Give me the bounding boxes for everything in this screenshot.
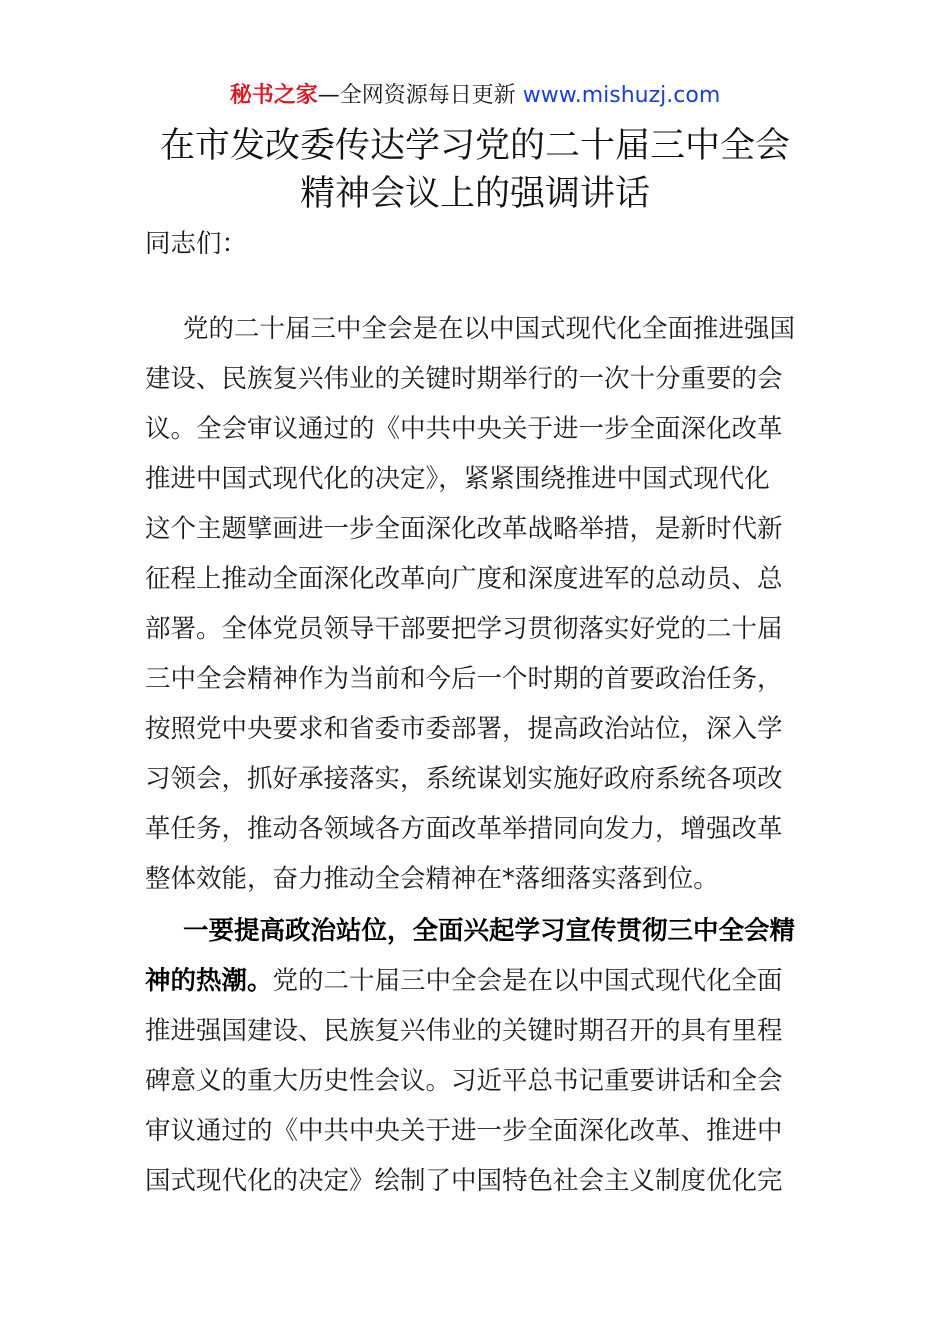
paragraph-line: 建设、民族复兴伟业的关键时期举行的一次十分重要的会 (145, 364, 783, 394)
paragraph-line: 按照党中央要求和省委市委部署，提高政治站位，深入学 (145, 714, 783, 744)
paragraph-line: 议。全会审议通过的《中共中央关于进一步全面深化改革 (145, 414, 783, 444)
paragraph-line: 国式现代化的决定》绘制了中国特色社会主义制度优化完 (145, 1166, 783, 1196)
paragraph-line: 习领会，抓好承接落实，系统谋划实施好政府系统各项改 (145, 764, 783, 794)
paragraph-line: 碑意义的重大历史性会议。习近平总书记重要讲话和全会 (145, 1066, 783, 1096)
header-tagline: —全网资源每日更新 (317, 83, 523, 108)
paragraph-line: 推进强国建设、民族复兴伟业的关键时期召开的具有里程 (145, 1016, 783, 1046)
paragraph-line: 推进中国式现代化的决定》，紧紧围绕推进中国式现代化 (145, 464, 770, 494)
brand-name: 秘书之家 (229, 83, 318, 108)
paragraph-line: 这个主题擘画进一步全面深化改革战略举措，是新时代新 (145, 514, 783, 544)
title-line-2: 精神会议上的强调讲话 (299, 174, 650, 214)
paragraph-1 (145, 312, 807, 912)
paragraph-line: 征程上推动全面深化改革向广度和深度进军的总动员、总 (145, 564, 783, 594)
paragraph-2 (145, 914, 807, 1214)
site-header (0, 80, 950, 112)
paragraph-line: 整体效能，奋力推动全会精神在*落细落实落到位。 (145, 864, 719, 894)
section-heading-line: 一要提高政治站位，全面兴起学习宣传贯彻三中全会精 (183, 916, 796, 946)
paragraph-line (145, 964, 807, 1014)
paragraph-line: 部署。全体党员领导干部要把学习贯彻落实好党的二十届 (145, 614, 783, 644)
salutation: 同志们： (145, 229, 248, 259)
title-line-1: 在市发改委传达学习党的二十届三中全会 (159, 126, 790, 166)
paragraph-line: 党的二十届三中全会是在以中国式现代化全面推进强国 (183, 314, 796, 344)
paragraph-text: 党的二十届三中全会是在以中国式现代化全面 (272, 966, 783, 996)
paragraph-line: 审议通过的《中共中央关于进一步全面深化改革、推进中 (145, 1116, 783, 1146)
paragraph-line: 革任务，推动各领域各方面改革举措同向发力，增强改革 (145, 814, 783, 844)
section-heading-tail: 神的热潮。 (145, 966, 273, 996)
paragraph-line: 三中全会精神作为当前和今后一个时期的首要政治任务， (145, 664, 783, 694)
document-title (60, 122, 890, 218)
site-url-link[interactable]: www.mishuzj.com (522, 83, 721, 108)
